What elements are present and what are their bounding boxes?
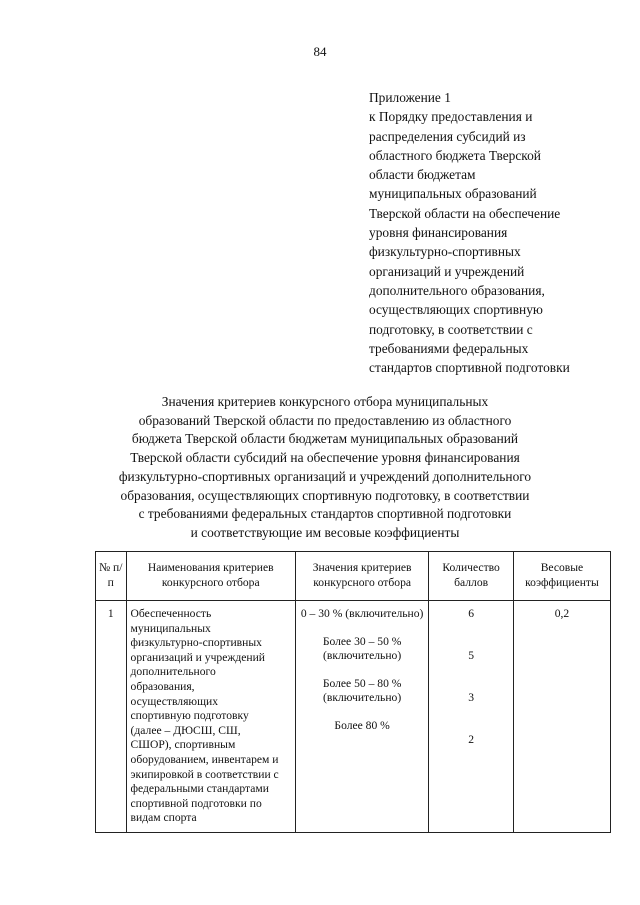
appendix-block	[369, 88, 614, 377]
table-row	[96, 601, 611, 833]
criterion-value: Более 80 %	[334, 718, 390, 732]
appendix-line: подготовку, в соответствии с	[369, 321, 533, 337]
title-line: с требованиями федеральных стандартов спортивной подготовки	[138, 506, 512, 522]
criterion-name-line: федеральными стандартами	[130, 782, 269, 796]
criterion-name-line: СШОР), спортивным	[130, 738, 236, 752]
header-values: Значения критериев конкурсного отбора	[295, 552, 428, 601]
criterion-name-line: (далее – ДЮСШ, СШ,	[130, 723, 241, 737]
criterion-name-line: образования,	[130, 679, 195, 693]
appendix-line: осуществляющих спортивную	[369, 302, 543, 318]
title-line: образования, осуществляющих спортивную подготовку, в соответствии	[120, 487, 530, 503]
criterion-name-line: экипировкой в соответствии с	[130, 767, 279, 781]
criterion-name-line: спортивной подготовки по	[130, 796, 262, 810]
title-line: Тверской области субсидий на обеспечение уровня финансирования	[130, 450, 520, 466]
title-line: образований Тверской области по предоставлению из областного	[138, 412, 512, 428]
appendix-line: муниципальных образований	[369, 186, 537, 202]
table-header-row	[96, 552, 611, 601]
criterion-name-line: Обеспеченность	[130, 607, 212, 620]
criterion-name-line: спортивную подготовку	[130, 709, 249, 723]
score-value: 5	[468, 649, 474, 662]
appendix-line: организаций и учреждений	[369, 263, 525, 279]
score-value: 3	[468, 691, 474, 704]
title-line: и соответствующие им весовые коэффициенты	[190, 524, 460, 540]
criterion-name-line: физкультурно-спортивных	[130, 636, 262, 650]
criterion-name-line: дополнительного	[130, 665, 216, 679]
row-num: 1	[96, 601, 127, 833]
appendix-line: дополнительного образования,	[369, 282, 545, 298]
header-scores: Количество баллов	[429, 552, 514, 601]
appendix-line: областного бюджета Тверской	[369, 147, 541, 163]
criterion-name-line: оборудованием, инвентарем и	[130, 752, 279, 766]
criterion-value: 0 – 30 % (включительно)	[300, 607, 424, 620]
header-name: Наименования критериев конкурсного отбора	[126, 552, 295, 601]
criterion-scores	[429, 601, 514, 833]
criterion-value: Более 50 – 80 % (включительно)	[322, 676, 402, 705]
appendix-line: уровня финансирования	[369, 225, 508, 241]
appendix-line: Тверской области на обеспечение	[369, 205, 561, 221]
page-number: 84	[313, 44, 327, 59]
criterion-values	[295, 601, 428, 833]
title-line: Значения критериев конкурсного отбора муниципальных	[161, 394, 489, 409]
criterion-name-line: организаций и учреждений	[130, 650, 266, 664]
appendix-title: Приложение 1	[369, 90, 451, 105]
appendix-line: распределения субсидий из	[369, 128, 526, 144]
criterion-name-line: муниципальных	[130, 621, 211, 635]
appendix-line: области бюджетам	[369, 167, 476, 183]
appendix-line: стандартов спортивной подготовки	[369, 360, 570, 376]
appendix-line: требованиями федеральных	[369, 340, 529, 356]
score-value: 2	[468, 733, 474, 746]
appendix-line: к Порядку предоставления и	[369, 109, 533, 125]
title-line: физкультурно-спортивных организаций и учреждений дополнительного	[118, 468, 532, 484]
header-num: № п/п	[96, 552, 127, 601]
criterion-name-line: видам спорта	[130, 811, 197, 825]
criterion-name	[126, 601, 295, 833]
criterion-name-line: осуществляющих	[130, 694, 219, 708]
header-weight: Весовые коэффициенты	[513, 552, 610, 601]
document-title	[90, 393, 560, 543]
criterion-value: Более 30 – 50 % (включительно)	[322, 634, 402, 663]
title-line: бюджета Тверской области бюджетам муниципальных образований	[131, 431, 519, 447]
weight-coefficient: 0,2	[513, 601, 610, 833]
criteria-table	[95, 551, 611, 833]
appendix-line: физкультурно-спортивных	[369, 244, 521, 260]
score-value: 6	[468, 607, 474, 620]
